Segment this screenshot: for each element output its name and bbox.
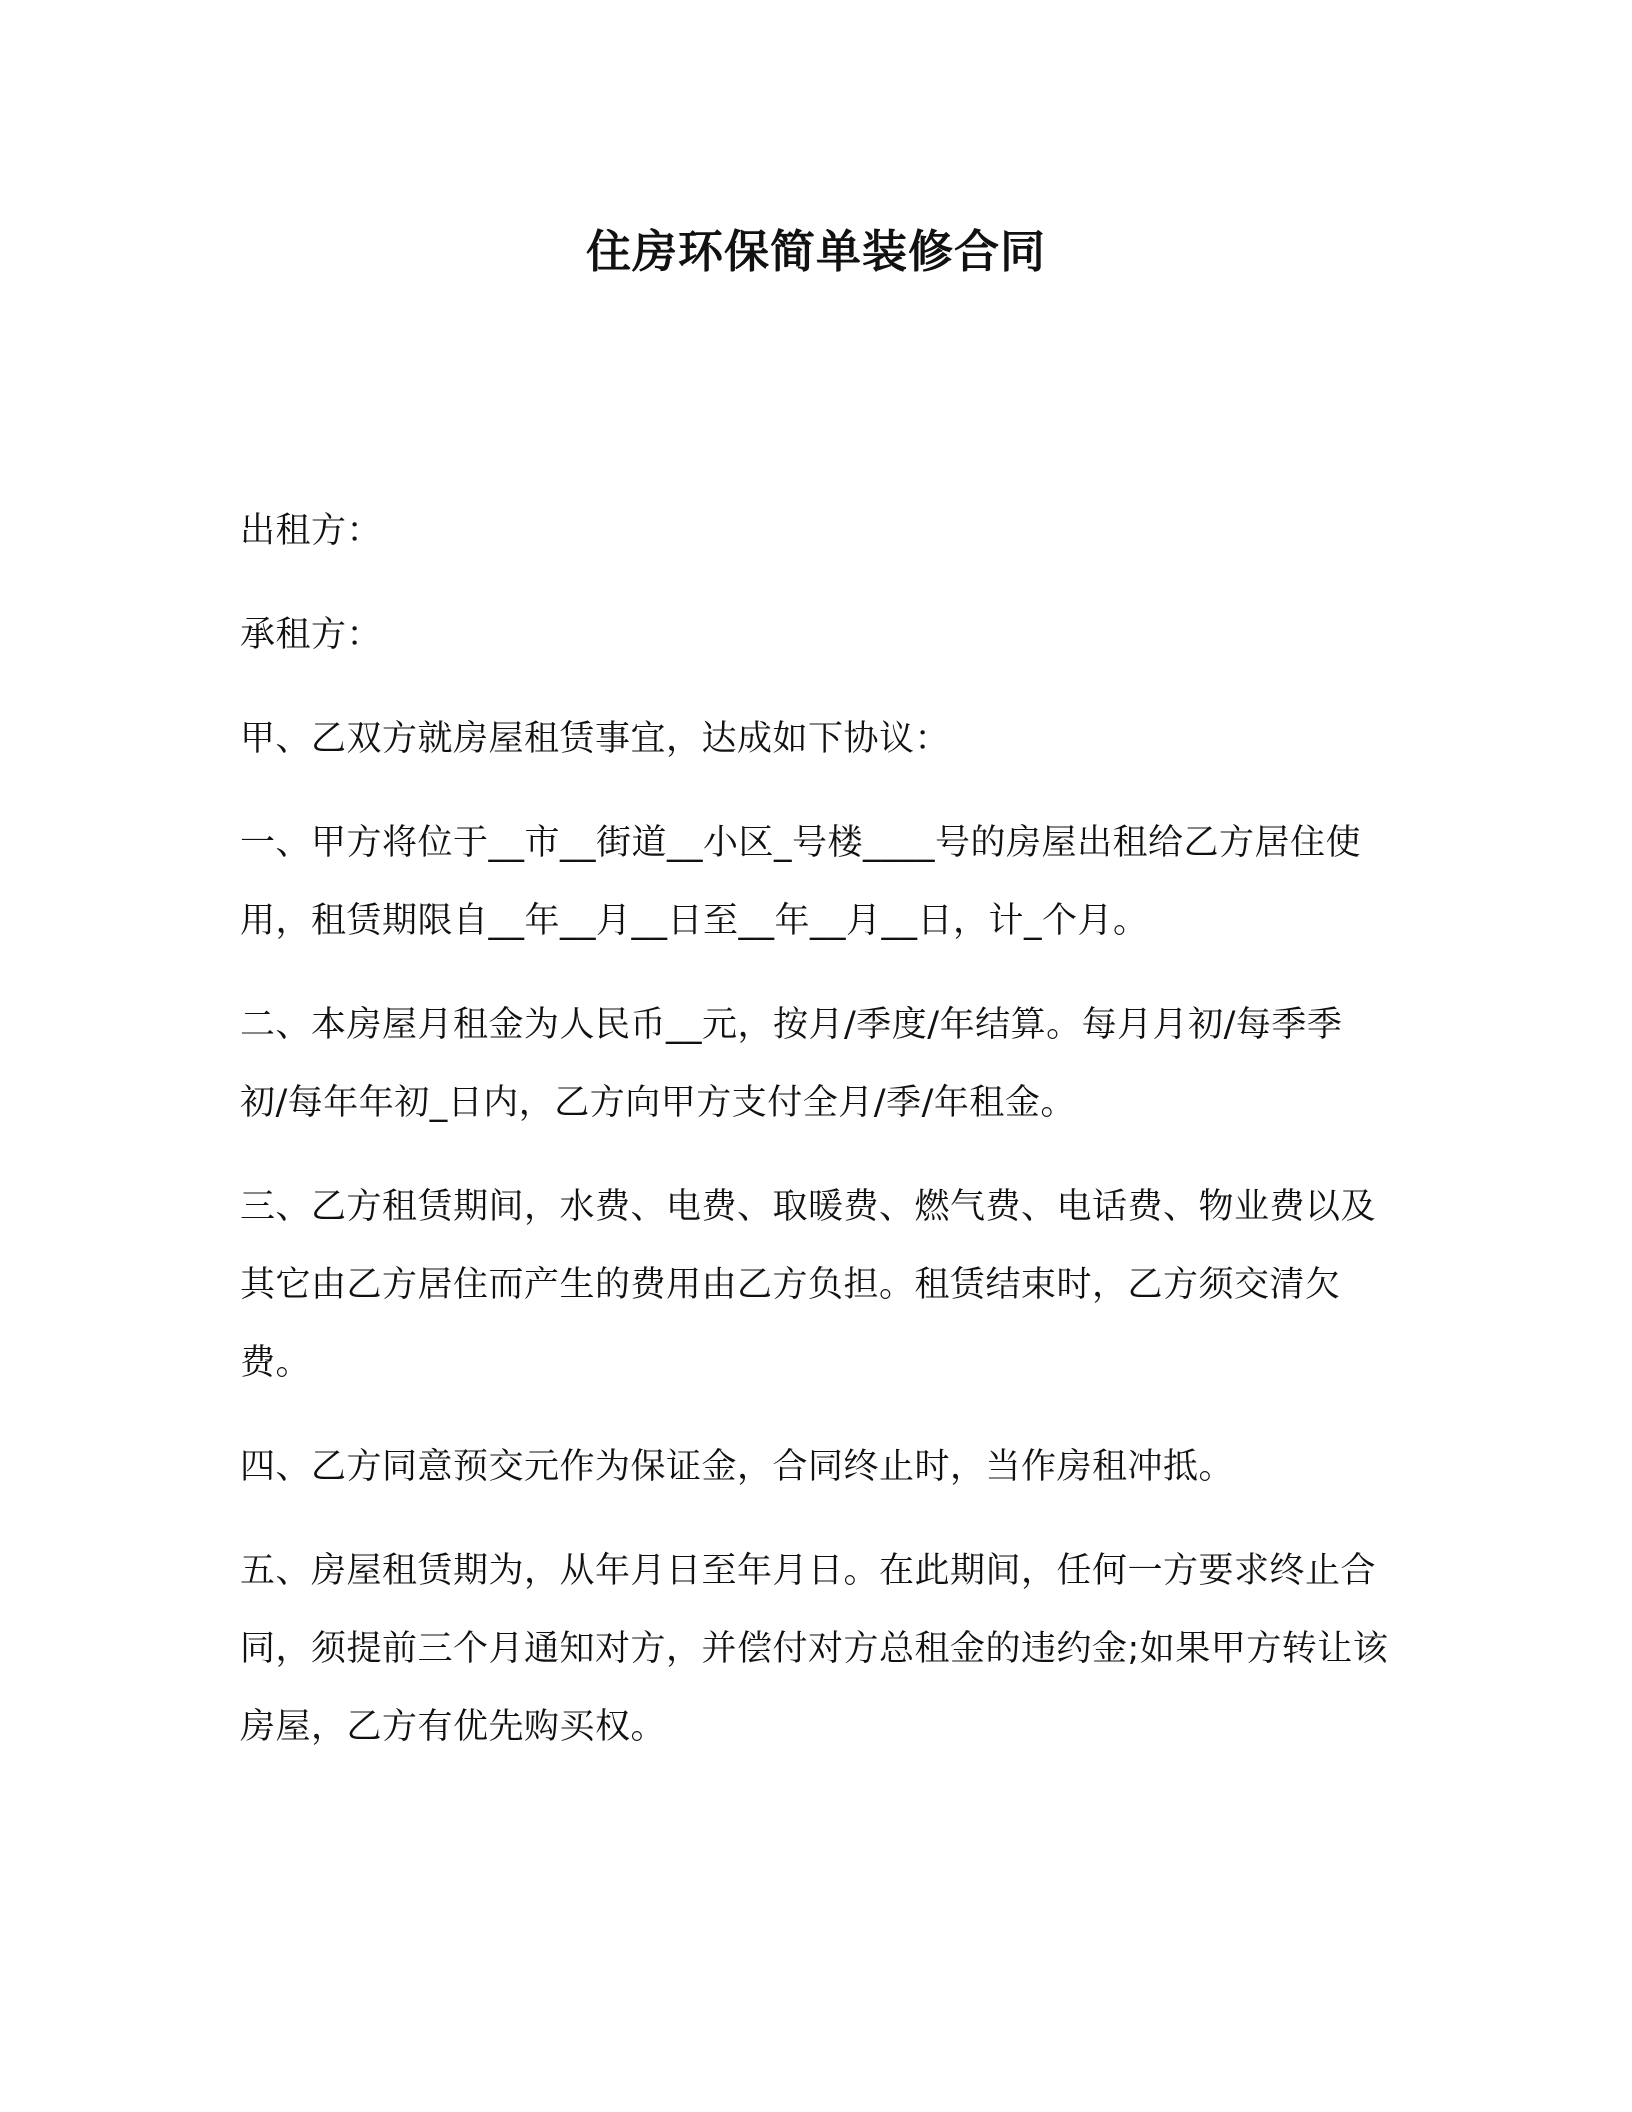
intro-paragraph: 甲、乙双方就房屋租赁事宜，达成如下协议： [240,719,951,759]
clause-5: 五、房屋租赁期为，从年月日至年月日。在此期间，任何一方要求终止合同，须提前三个月通知对方，并偿付对方总租金的违约金;如果甲方转让该房屋，乙方有优先购买权。 [240,1551,1389,1747]
lessor-label: 出租方： [240,511,383,551]
clause-2: 二、本房屋月租金为人民币__元，按月/季度/年结算。每月月初/每季季初/每年年初_日内，乙方向甲方支付全月/季/年租金。 [240,1005,1343,1123]
clause-4: 四、乙方同意预交元作为保证金，合同终止时，当作房租冲抵。 [240,1447,1235,1487]
clause-3: 三、乙方租赁期间，水费、电费、取暖费、燃气费、电话费、物业费以及其它由乙方居住而产生的费用由乙方负担。租赁结束时，乙方须交清欠费。 [240,1187,1377,1383]
clause-1: 一、甲方将位于__市__街道__小区_号楼____号的房屋出租给乙方居住使用，租赁期限自__年__月__日至__年__月__日，计_个月。 [240,823,1362,941]
document-body [240,492,1390,1792]
document-title: 住房环保简单装修合同 [585,225,1046,278]
lessee-label: 承租方： [240,615,383,655]
